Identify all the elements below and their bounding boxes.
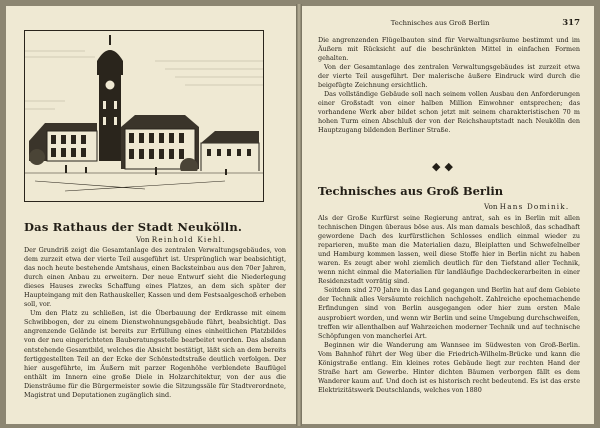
running-head-title: Technisches aus Groß Berlin [390, 19, 490, 27]
page-number: 317 [562, 18, 580, 28]
section-ornament: ◆◆ [432, 160, 457, 173]
paragraph: Als der Große Kurfürst seine Regierung antrat, sah es in Berlin mit allen technischen Dingen überaus böse aus. Als man damals beschloß, das schadhaft gewordene Dach des kurfürstlichen Schlosses endlich einmal wieder zu reparieren, mußte man die Materialien dazu, Bleiplatten und Schwefelnelber und Hamburg kommen lassen, weil diese Stoffe hier in Berlin nicht zu haben waren. Es zeugt aber wohl ziemlich deutlich für den Tiefstand aller Technik, wenn nicht einmal die Materialien für landläufige Dachdeckerarbeiten in einer Residenzstadt vorrätig sind. [318, 214, 580, 286]
paragraph: Von der Gesamtanlage des zentralen Verwaltungsgebäudes ist zurzeit etwa der vierte Teil ausgeführt. Der malerische äußere Eindruck wird durch die beigefügte Zeichnung ersichtlich. [318, 63, 580, 90]
running-head [318, 18, 580, 28]
left-body-text [24, 246, 286, 400]
byline-author: Reinhold Kiehl. [151, 235, 226, 244]
byline-prefix: Von [136, 235, 150, 244]
paragraph: Die angrenzenden Flügelbauten sind für Verwaltungsräume bestimmt und im Äußern mit Rücksicht auf die beschränkten Mittel in einfachen Formen gehalten. [318, 36, 580, 63]
paragraph: Das vollständige Gebäude soll nach seinem vollen Ausbau den Anforderungen einer Großstadt von einer halben Million Einwohner entsprechen; das vorhandene Werk aber bildet schon jetzt mit seinem charakteristischen 70 m hohen Turm einen Abschluß der von der Reichshauptstadt nach Neukölln den Hauptzugang bildenden Berliner Straße. [318, 90, 580, 135]
article-byline [484, 202, 569, 211]
paragraph: Seitdem sind 270 Jahre in das Land gegangen und Berlin hat auf dem Gebiete der Technik alles Versäumte reichlich nachgeholt. Zahlreiche epochemachende Erfindungen sind von Berlin ausgegangen oder hier zum ersten Male ausprobiert worden, und wenn wir Berlin und seine Umgebung durchschweifen, treffen wir allenthalben auf Wahrzeichen moderner Technik und auf technische Schöpfungen von mancherlei Art. [318, 286, 580, 340]
article-title: Das Rathaus der Stadt Neukölln. [24, 220, 243, 234]
left-page [6, 6, 296, 424]
byline-author: Hans Dominik. [499, 202, 570, 211]
town-hall-illustration [24, 30, 264, 202]
article-title: Technisches aus Groß Berlin [318, 184, 504, 198]
paragraph: Der Grundriß zeigt die Gesamtanlage des zentralen Verwaltungsgebäudes, von dem zurzeit etwa der vierte Teil ausgeführt ist. Ursprünglich war beabsichtigt, das noch heute bestehende Amtshaus, einen Backsteinbau aus den 70er Jahren, durch einen Anbau zu erweitern. Der neue Entwurf sieht die Niederlegung dieses Hauses zwecks Schaffung eines Platzes, an dem sich später der Haupteingang mit den Rathauskeller, Kassen und dem Festsaalgeschoß erheben soll, vor. [24, 246, 286, 309]
right-body-bottom [318, 214, 580, 395]
paragraph: Beginnen wir die Wanderung am Wannsee im Südwesten von Groß-Berlin. Vom Bahnhof führt der Weg über die Friedrich-Wilhelm-Brücke und kann die Königstraße entlang. Ein kleines rotes Gebäude liegt zur rechten Hand der Straße hart am Gewerbe. Hinter dichten Bäumen verborgen fällt es dem Wanderer kaum auf. Und doch ist es historisch recht bedeutend. Es ist das erste Elektrizitätswerk Deutschlands, welches von 1880 [318, 340, 580, 394]
paragraph: Um den Platz zu schließen, ist die Überbauung der Erdkrasse mit einem Schwibbogen, der zu einem Dienstwohnungsgebäude führt, beabsichtigt. Das angrenzende Gelände ist bereits zur Erfüllung eines einheitlichen Platzbildes von der neu eingerichteten Bauberatungsstelle bearbeitet worden. Das alsdann entstehende Gesamtbild, welches die Absicht bestätigt, läßt sich an dem bereits fertiggestellten Teil an der Ecke der Schönstedtstraße deutlich verfolgen. Der hier ausgeführte, im Äußern mit parzer Rogenhöhe verblendete Bauflügel enthält im Innern eine große Diele in Holzarchitektur, von der aus die Diensträume für die Bürgermeister sowie die Sitzungssäle für Stadtverordnete, Magistrat und Deputationen zugänglich sind. [24, 309, 286, 399]
byline-prefix: Von [484, 202, 498, 211]
article-byline [136, 235, 226, 244]
right-body-top [318, 36, 580, 136]
right-page [302, 6, 594, 424]
